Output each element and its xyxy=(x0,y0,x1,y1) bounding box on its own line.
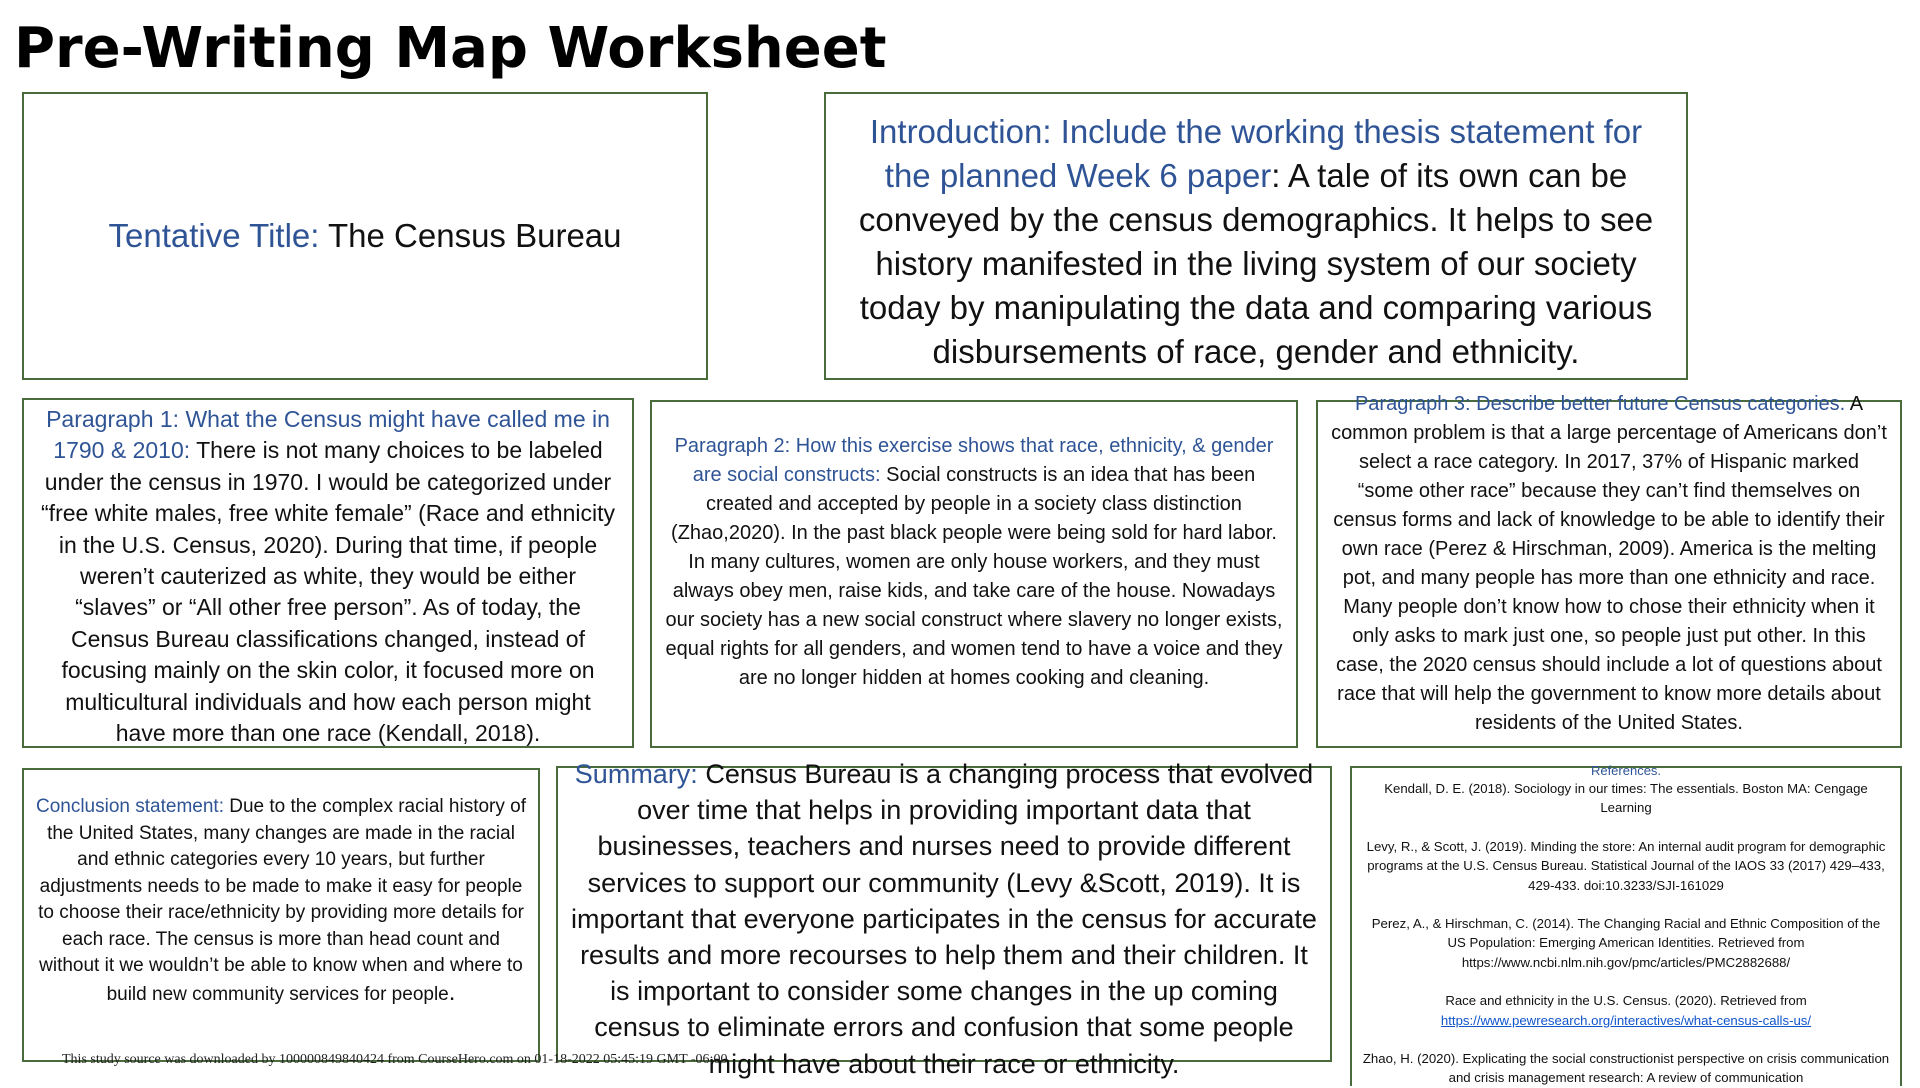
page-title: Pre-Writing Map Worksheet xyxy=(14,16,887,81)
conclusion-box xyxy=(22,768,540,1062)
paragraph-1-label: Paragraph 1: What the Census might have called me in 1790 & 2010: xyxy=(46,406,610,464)
summary-box xyxy=(556,759,1332,1079)
paragraph-3-content xyxy=(1330,390,1888,738)
summary-content xyxy=(568,756,1320,1082)
tentative-title-box xyxy=(22,92,708,380)
reference-item: Kendall, D. E. (2018). Sociology in our times: The essentials. Boston MA: Cengage Learning xyxy=(1384,781,1868,816)
summary-label: Summary: xyxy=(574,759,706,789)
references-heading: References. xyxy=(1590,763,1662,778)
paragraph-1-box xyxy=(22,398,634,748)
reference-item: Zhao, H. (2020). Explicating the social constructionist perspective on crisis communication and crisis management research: A review of communication xyxy=(1362,1051,1890,1086)
tentative-title-text: The Census Bureau xyxy=(328,217,622,254)
conclusion-text: Due to the complex racial history of the United States, many changes are made in the racial and ethnic categories every 10 years, but further adjustments needs to be made to make it easy for people to choose their race/ethnicity by providing more details for each race. The census is more than head count and without it we wouldn’t be able to know when and where to build new community services for people xyxy=(38,796,526,1005)
paragraph-3-label: Paragraph 3: Describe better future Census categories. xyxy=(1354,393,1850,415)
reference-item-text: Race and ethnicity in the U.S. Census. (2020). Retrieved from xyxy=(1445,993,1807,1009)
introduction-label: Introduction: Include the working thesis statement for the planned Week 6 paper xyxy=(869,113,1643,194)
paragraph-2-text: Social constructs is an idea that has been created and accepted by people in a society class distinction (Zhao,2020). In the past black people were being sold for hard labor. In many cultures, women are only house workers, and they must always obey men, raise kids, and take care of the house. Nowadays our society has a new social construct where slavery no longer exists, equal rights for all genders, and women tend to have a voice and they are no longer hidden at homes cooking and cleaning. xyxy=(665,464,1283,689)
introduction-box xyxy=(824,92,1688,380)
references-content xyxy=(1362,762,1890,1088)
paragraph-1-text: There is not many choices to be labeled under the census in 1970. I would be categorized under “free white males, free white female” (Race and ethnicity in the U.S. Census, 2020). During that time, if people weren’t cauterized as white, they would be either “slaves” or “All other free person”. As of today, the Census Bureau classifications changed, instead of focusing mainly on the skin color, it focused more on multicultural individuals and how each person might have more than one race (Kendall, 2018). xyxy=(41,437,615,747)
download-watermark: This study source was downloaded by 100000849840424 from CourseHero.com on 01-18-2022 05:45:19 GMT -06:00 xyxy=(62,1052,728,1067)
paragraph-3-box xyxy=(1316,393,1902,748)
references-box xyxy=(1350,763,1902,1086)
reference-item: Levy, R., & Scott, J. (2019). Minding the store: An internal audit program for demographic programs at the U.S. Census Bureau. Statistical Journal of the IAOS 33 (2017) 429–433, 429-433. doi:10.3233/SJI-161029 xyxy=(1366,838,1886,893)
conclusion-label: Conclusion statement: xyxy=(35,796,230,817)
introduction-text: : A tale of its own can be conveyed by the census demographics. It helps to see history manifested in the living system of our society today by manipulating the data and comparing various disbursements of race, gender and ethnicity. xyxy=(858,157,1654,370)
paragraph-3-text: A common problem is that a large percentage of Americans don’t select a race category. In 2017, 37% of Hispanic marked “some other race” because they can’t find themselves on census forms and lack of knowledge to be able to identify their own race (Perez & Hirschman, 2009). America is the melting pot, and many people has more than one ethnicity and race. Many people don’t know how to chose their ethnicity when it only asks to mark just one, so people just put other. In this case, the 2020 census should include a lot of questions about race that will help the government to know more details about residents of the United States. xyxy=(1331,393,1887,734)
paragraph-2-label: Paragraph 2: How this exercise shows that race, ethnicity, & gender are social constructs: xyxy=(674,435,1274,486)
paragraph-2-box xyxy=(650,400,1298,748)
reference-item-with-link xyxy=(1362,991,1890,1030)
summary-text: Census Bureau is a changing process that evolved over time that helps in providing important data that businesses, teachers and nurses need to provide different services to support our community (Levy &Scott, 2019). It is important that everyone participates in the census for accurate results and more recourses to help them and their children. It is important to consider some changes in the up coming census to eliminate errors and confusion that some people might have about their race or ethnicity. xyxy=(571,759,1317,1079)
reference-item: Perez, A., & Hirschman, C. (2014). The Changing Racial and Ethnic Composition of the US Population: Emerging American Identities. Retrieved from https://www.ncbi.nlm.nih.gov/pmc/articles/PMC2882688/ xyxy=(1371,916,1881,970)
tentative-title-label: Tentative Title: xyxy=(108,217,328,254)
conclusion-end: . xyxy=(448,978,456,1006)
reference-link[interactable]: https://www.pewresearch.org/interactives/what-census-calls-us/ xyxy=(1440,1012,1812,1028)
tentative-title-content xyxy=(108,217,621,255)
